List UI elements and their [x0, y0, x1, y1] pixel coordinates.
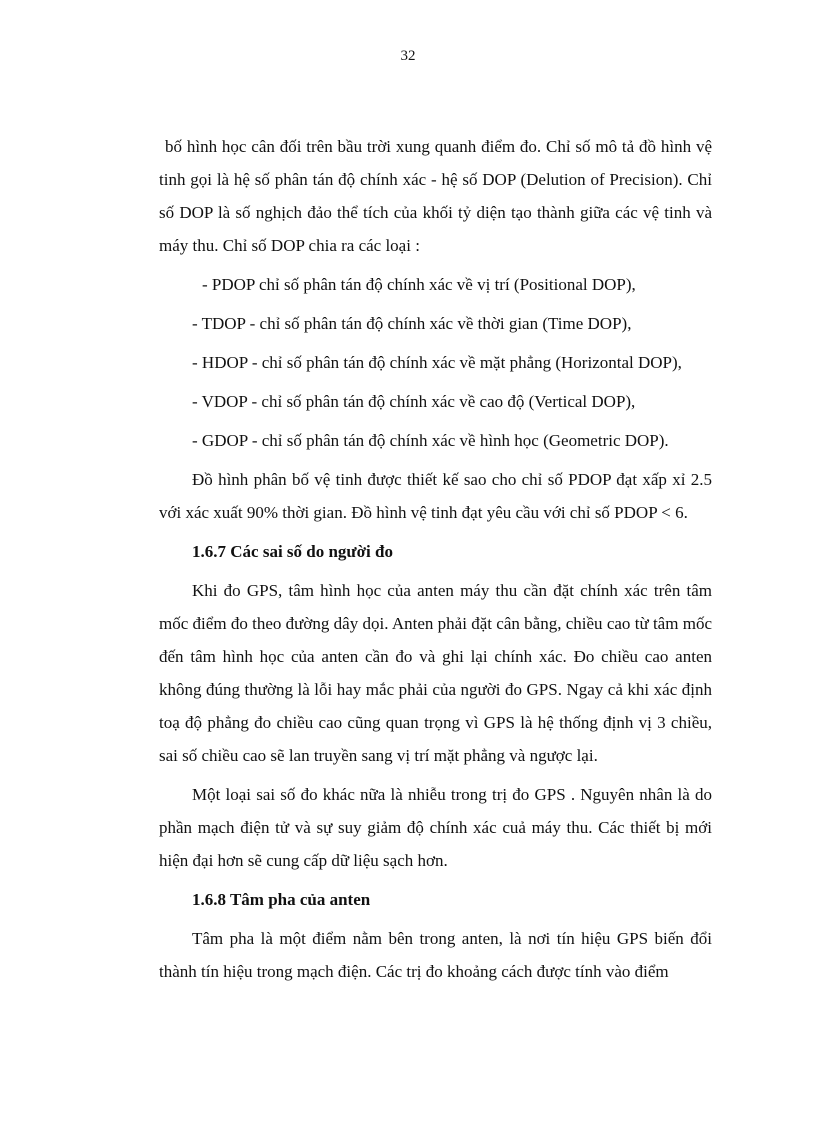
- intro-paragraph: bố hình học cân đối trên bầu trời xung quanh điểm đo. Chỉ số mô tả đồ hình vệ tinh gọi là hệ số phân tán độ chính xác - hệ số DOP (Delution of Precision). Chỉ số DOP là số nghịch đảo thể tích của khối tỷ diện tạo thành giữa các vệ tinh và máy thu. Chỉ số DOP chia ra các loại :: [159, 137, 712, 255]
- pdop-paragraph: Đồ hình phân bố vệ tinh được thiết kế sao cho chỉ số PDOP đạt xấp xỉ 2.5 với xác xuất 90% thời gian. Đồ hình vệ tinh đạt yêu cầu với chỉ số PDOP < 6.: [159, 470, 712, 522]
- section-heading-1-6-8: 1.6.8 Tâm pha của anten: [192, 890, 371, 909]
- dop-list-item-gdop: - GDOP - chỉ số phân tán độ chính xác về hình học (Geometric DOP).: [192, 431, 669, 450]
- section-1-6-8-paragraph-1: Tâm pha là một điểm nằm bên trong anten, là nơi tín hiệu GPS biến đổi thành tín hiệu trong mạch điện. Các trị đo khoảng cách được tính vào điểm: [159, 929, 712, 981]
- section-heading-1-6-7: 1.6.7 Các sai số do người đo: [192, 542, 393, 561]
- dop-list-item-hdop: - HDOP - chỉ số phân tán độ chính xác về mặt phẳng (Horizontal DOP),: [192, 353, 682, 372]
- dop-list-item-tdop: - TDOP - chỉ số phân tán độ chính xác về thời gian (Time DOP),: [192, 314, 632, 333]
- section-1-6-7-paragraph-1: Khi đo GPS, tâm hình học của anten máy thu cần đặt chính xác trên tâm mốc điểm đo theo đường dây dọi. Anten phải đặt cân bằng, chiều cao từ tâm mốc đến tâm hình học của anten cần đo và ghi lại chính xác. Đo chiều cao anten không đúng thường là lỗi hay mắc phải của người đo GPS. Ngay cả khi xác định toạ độ phẳng đo chiều cao cũng quan trọng vì GPS là hệ thống định vị 3 chiều, sai số chiều cao sẽ lan truyền sang vị trí mặt phẳng và ngược lại.: [159, 581, 712, 765]
- body-text: [159, 130, 712, 994]
- dop-list-item-vdop: - VDOP - chỉ số phân tán độ chính xác về cao độ (Vertical DOP),: [192, 392, 636, 411]
- dop-list-item-pdop: - PDOP chỉ số phân tán độ chính xác về vị trí (Positional DOP),: [202, 275, 636, 294]
- page-number: 32: [400, 48, 416, 64]
- section-1-6-7-paragraph-2: Một loại sai số đo khác nữa là nhiễu trong trị đo GPS . Nguyên nhân là do phần mạch điện tử và sự suy giảm độ chính xác cuả máy thu. Các thiết bị mới hiện đại hơn sẽ cung cấp dữ liệu sạch hơn.: [159, 785, 712, 870]
